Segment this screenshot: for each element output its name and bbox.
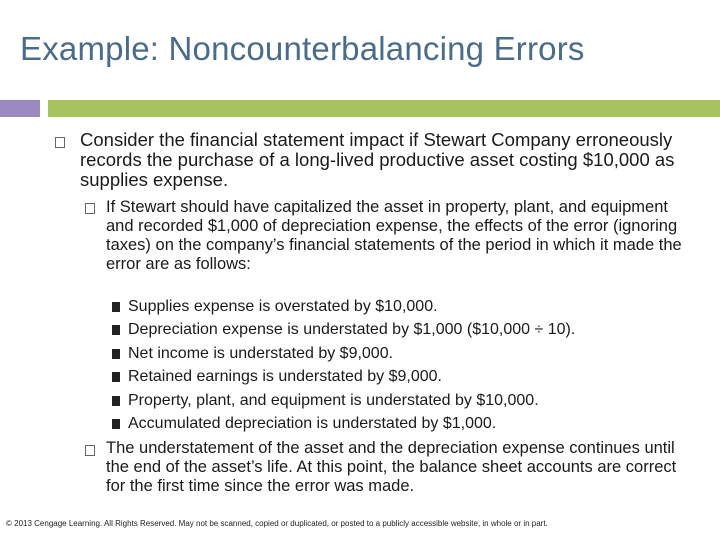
effect-item: Retained earnings is understated by $9,000. [128,368,442,385]
accent-bar-left [0,100,40,117]
effect-item: Property, plant, and equipment is understated by $10,000. [128,392,539,409]
copyright-footer: © 2013 Cengage Learning. All Rights Reserved. May not be scanned, copied or duplicated, or posted to a publicly accessible website, in whole or in part. [6,519,548,528]
bullet-square-icon [112,419,120,429]
sub-bullet-2-text: The understatement of the asset and the depreciation expense continues until the end of the asset’s life. At this point, the balance sheet accounts are correct for the first time since the error was made. [106,439,677,495]
effect-item: Accumulated depreciation is understated by $1,000. [128,415,497,432]
slide-title: Example: Noncounterbalancing Errors [20,30,585,67]
sub-bullet-1-text: If Stewart should have capitalized the asset in property, plant, and equipment and recorded $1,000 of depreciation expense, the effects of the error (ignoring taxes) on the company’s financial statements of the period in which it made the error are as follows: [106,198,682,273]
accent-bar-right [48,100,720,117]
bullet-square-icon [112,349,120,359]
bullet-square-icon [112,325,120,335]
bullet-box-icon [85,445,95,456]
bullet-square-icon [112,302,120,312]
bullet-box-icon [55,137,65,148]
effect-item: Supplies expense is overstated by $10,000. [128,298,438,315]
effect-item: Depreciation expense is understated by $1,000 ($10,000 ÷ 10). [128,321,576,338]
bullet-square-icon [112,396,120,406]
main-bullet-text: Consider the financial statement impact if Stewart Company erroneously records the purchase of a long-lived productive asset costing $10,000 as supplies expense. [80,129,675,190]
effect-item: Net income is understated by $9,000. [128,345,394,362]
bullet-box-icon [85,203,95,214]
bullet-square-icon [112,372,120,382]
